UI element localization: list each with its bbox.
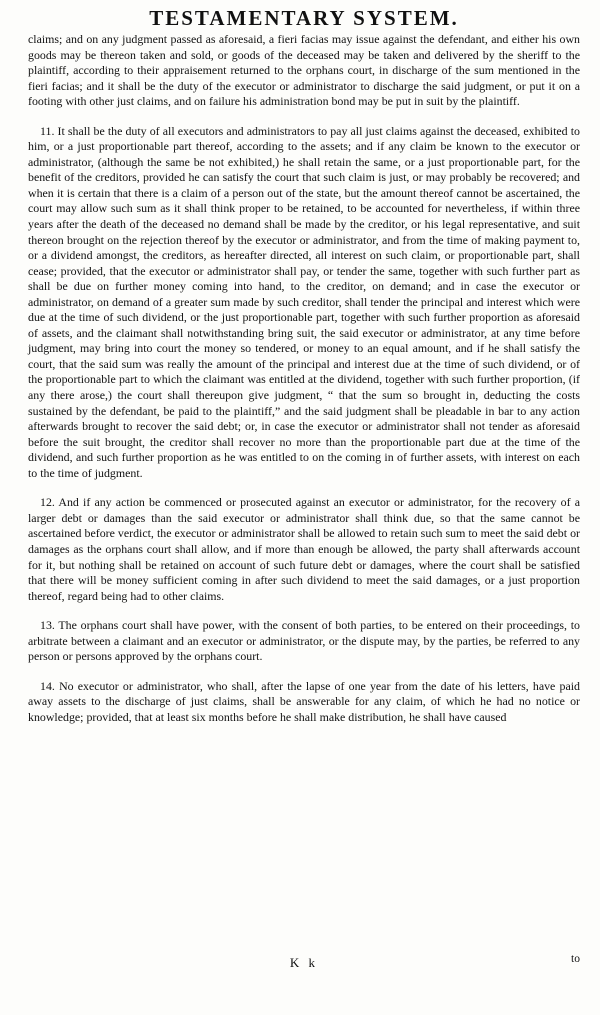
- paragraph-section-12: [28, 495, 580, 604]
- section-text-11: It shall be the duty of all executors and administrators to pay all just claims against the deceased, exhibited to him, or a just proportionable part thereof, according to the assets; and if any claim be known to the executor or administrator, (although the same be not exhibited,) he shall retain the same, or a just proportionable part, for the benefit of the creditors, provided he can satisfy the court that such claim is just, or may probably be recovered; and when it is certain that there is a claim of a person out of the state, but the amount thereof cannot be ascertained, the court may allow such sum as it shall think proper to be retained, to be accounted for nevertheless, if within three years after the death of the deceased no demand shall be made by the creditor, or his legal representative, and suit thereon brought on the rejection thereof by the executor or administrator, and from the time of making payment to, or a dividend amongst, the creditors, as hereafter directed, all interest on such claim, or proportionable part, shall cease; provided, that the executor or administrator shall pay, or tender the same, together with such further part as shall be due on further money coming into hand, to the creditor, on demand; and in case the executor or administrator, on demand of a greater sum made by such creditor, shall tender the principal and interest which were due at the time of such dividend, or the just proportionable part, together with such further proportion as aforesaid of assets, and the claimant shall notwithstanding bring suit, the said executor or administrator, at any time before judgment, may bring into court the money so tendered, or money to an equal amount, and if he shall satisfy the court, that the said sum was really the amount of the principal and interest due at the time of such dividend, or of the proportionable part to which the claimant was entitled at the dividend, together with such further proportion, (if any there arose,) the court shall thereupon give judgment, “ that the sum so brought in, deducting the costs sustained by the defendant, be paid to the plaintiff,” and the said judgment shall be pleadable in bar to any action afterwards brought to recover the said debt; or, in case the executor or administrator shall not tender as aforesaid before the suit brought, the creditor shall recover no more than the proportionable part due at the time of the dividend, and such further proportion as he was entitled to on the coming in of further assets, with interest on each to the time of judgment.: [28, 123, 580, 480]
- section-number-13: 13.: [40, 618, 55, 633]
- paragraph-continuation: claims; and on any judgment passed as aforesaid, a fieri facias may issue against the defendant, and either his own goods may be thereon taken and sold, or goods of the deceased may be taken and delivered by the sheriff to the plaintiff, according to their appraisement returned to the orphans court, in discharge of the sum mentioned in the fieri facias; and it shall be the duty of the executor or administrator to discharge the said judgment, or put it on a footing with other just claims, and on failure his administration bond may be put in suit by the plaintiff.: [28, 32, 580, 109]
- catchword: to: [571, 953, 580, 965]
- paragraph-section-11: [28, 124, 580, 482]
- section-text-13: The orphans court shall have power, with the consent of both parties, to be entered on their proceedings, to arbitrate between a claimant and an executor or administrator, or the dispute may, by the parties, be referred to any person or persons approved by the orphans court.: [28, 618, 580, 664]
- section-text-14: No executor or administrator, who shall, after the lapse of one year from the date of his letters, have paid away assets to the discharge of just claims, shall be answerable for any claim, of which he had no notice or knowledge; provided, that at least six months before he shall make distribution, he shall have caused: [28, 678, 580, 724]
- paragraph-section-14: [28, 679, 580, 726]
- section-number-14: 14.: [40, 678, 55, 693]
- section-number-12: 12.: [40, 495, 55, 510]
- signature-mark: K k: [289, 955, 319, 970]
- page-title: TESTAMENTARY SYSTEM.: [149, 6, 459, 30]
- section-number-11: 11.: [40, 123, 55, 138]
- paragraph-section-13: [28, 618, 580, 665]
- section-text-12: And if any action be commenced or prosecuted against an executor or administrator, for the recovery of a larger debt or damages than the said executor or administrator shall think due, so that the same cannot be ascertained before verdict, the executor or administrator shall be allowed to retain such sum to meet the said debt or damages as the orphans court shall allow, and if more than enough be allowed, the party shall afterwards account for it, but nothing shall be retained on account of such future debt or damages, where the court shall be satisfied that there will be money sufficient coming in after such dividend to meet the said damages, or a just proportion thereof, regard being had to other claims.: [28, 495, 580, 603]
- page-footer: [28, 955, 580, 975]
